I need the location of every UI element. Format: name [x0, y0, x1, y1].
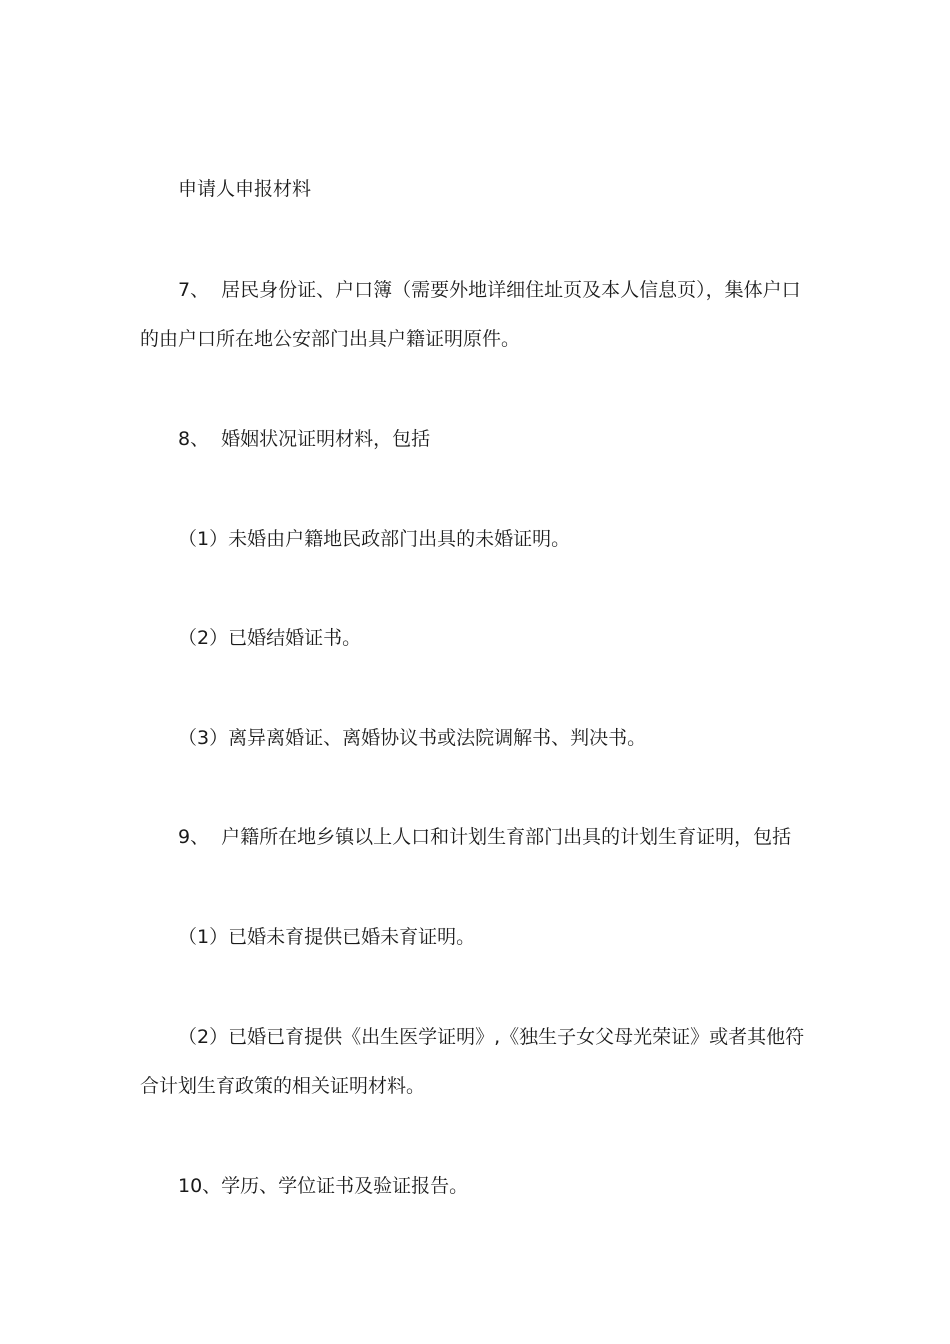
item-8-sub-3-divorced: （3）离异离婚证、离婚协议书或法院调解书、判决书。: [178, 727, 647, 749]
section-heading: 申请人申报材料: [178, 178, 312, 200]
item-8-sub-1-unmarried: （1）未婚由户籍地民政部门出具的未婚证明。: [178, 528, 571, 550]
item-9-family-planning: 9、 户籍所在地乡镇以上人口和计划生育部门出具的计划生育证明，包括: [178, 826, 792, 848]
item-7-id-household: 7、 居民身份证、户口簿（需要外地详细住址页及本人信息页），集体户口的由户口所在地公安部门出具户籍证明原件。: [140, 279, 801, 350]
item-9-sub-2-with-children: （2）已婚已育提供《出生医学证明》,《独生子女父母光荣证》或者其他符合计划生育政策的相关证明材料。: [140, 1026, 805, 1097]
item-8-marital-status: 8、 婚姻状况证明材料，包括: [178, 428, 431, 450]
item-10-education: 10、学历、学位证书及验证报告。: [178, 1175, 469, 1197]
item-9-sub-1-no-children: （1）已婚未育提供已婚未育证明。: [178, 926, 476, 948]
item-8-sub-2-married: （2）已婚结婚证书。: [178, 627, 362, 649]
